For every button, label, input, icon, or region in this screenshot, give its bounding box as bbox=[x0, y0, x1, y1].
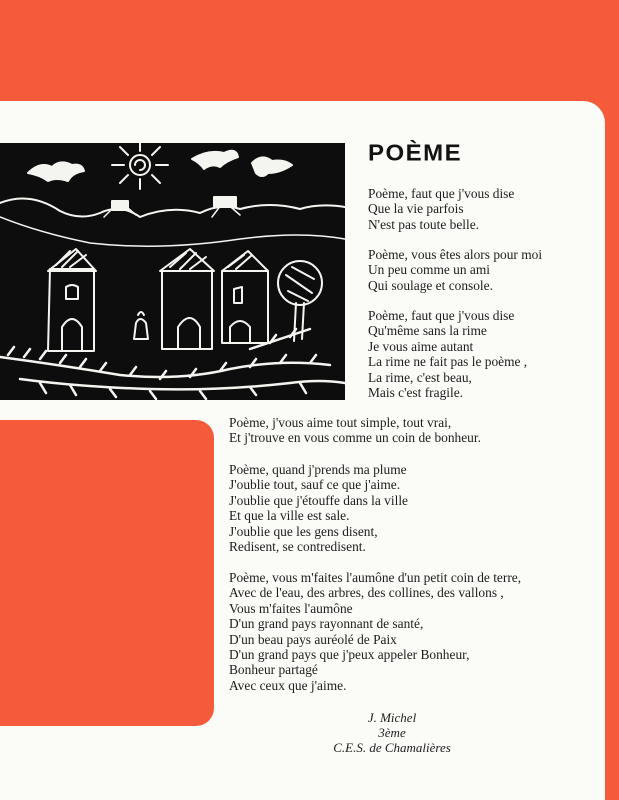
poem-line: D'un grand pays rayonnant de santé, bbox=[229, 616, 424, 632]
stanza-1 bbox=[368, 186, 514, 232]
poem-line: Poème, faut que j'vous dise bbox=[368, 308, 515, 323]
poem-line: J'oublie que les gens disent, bbox=[229, 523, 378, 539]
poem-line: Vous m'faites l'aumône bbox=[229, 600, 353, 616]
stanza-5 bbox=[229, 462, 408, 554]
poem-line: Que la vie parfois bbox=[368, 201, 464, 217]
sun-drawing bbox=[112, 143, 168, 189]
poem-line: D'un grand pays que j'peux appeler Bonheur, bbox=[229, 647, 470, 663]
stanza-3 bbox=[368, 308, 527, 400]
author-school: C.E.S. de Chamalières bbox=[333, 740, 451, 756]
poem-line: J'oublie que j'étouffe dans la ville bbox=[229, 492, 408, 508]
poem-line: Poème, j'vous aime tout simple, tout vrai, bbox=[229, 415, 452, 430]
houses-group-drawing bbox=[160, 249, 268, 349]
poem-line: Je vous aime autant bbox=[368, 338, 474, 354]
poem-line: Poème, vous êtes alors pour moi bbox=[368, 247, 543, 262]
illustration-drawing bbox=[0, 143, 345, 400]
poem-line: Poème, faut que j'vous dise bbox=[368, 186, 515, 201]
poem-line: Avec ceux que j'aime. bbox=[229, 677, 347, 693]
poem-line: D'un beau pays auréolé de Paix bbox=[229, 631, 397, 647]
stanza-2 bbox=[368, 247, 542, 293]
bird-drawing bbox=[192, 151, 238, 169]
poem-line: Mais c'est fragile. bbox=[368, 385, 463, 401]
house-drawing bbox=[48, 249, 96, 351]
figure-drawing bbox=[134, 312, 148, 339]
author-name: J. Michel bbox=[367, 710, 417, 725]
poem-line: Redisent, se contredisent. bbox=[229, 539, 366, 555]
bird-drawing-2 bbox=[252, 157, 292, 176]
poem-line: Et j'trouve en vous comme un coin de bonheur. bbox=[229, 430, 481, 446]
poem-line: La rime, c'est beau, bbox=[368, 369, 472, 385]
poem-line: Avec de l'eau, des arbres, des collines, des vallons , bbox=[229, 585, 504, 601]
poem-line: J'oublie tout, sauf ce que j'aime. bbox=[229, 477, 401, 493]
stanza-6 bbox=[229, 570, 521, 693]
cloud-drawing bbox=[28, 162, 84, 181]
tree-drawing bbox=[278, 261, 322, 341]
signature-block bbox=[322, 710, 462, 756]
poem-line: Poème, quand j'prends ma plume bbox=[229, 462, 407, 477]
poem-title: POÈME bbox=[368, 140, 463, 167]
poem-line: La rime ne fait pas le poème , bbox=[368, 354, 528, 370]
poem-line: Un peu comme un ami bbox=[368, 262, 490, 278]
mountains-drawing bbox=[0, 199, 345, 218]
orange-decor-block bbox=[0, 420, 214, 726]
poem-line: Et que la ville est sale. bbox=[229, 508, 350, 524]
poem-line: Poème, vous m'faites l'aumône d'un petit coin de terre, bbox=[229, 570, 522, 585]
stanza-4 bbox=[229, 415, 481, 446]
author-grade: 3ème bbox=[378, 725, 406, 741]
poem-line: N'est pas toute belle. bbox=[368, 216, 479, 232]
poem-line: Qui soulage et console. bbox=[368, 277, 493, 293]
poem-line: Qu'même sans la rime bbox=[368, 323, 487, 339]
poem-line: Bonheur partagé bbox=[229, 662, 318, 678]
